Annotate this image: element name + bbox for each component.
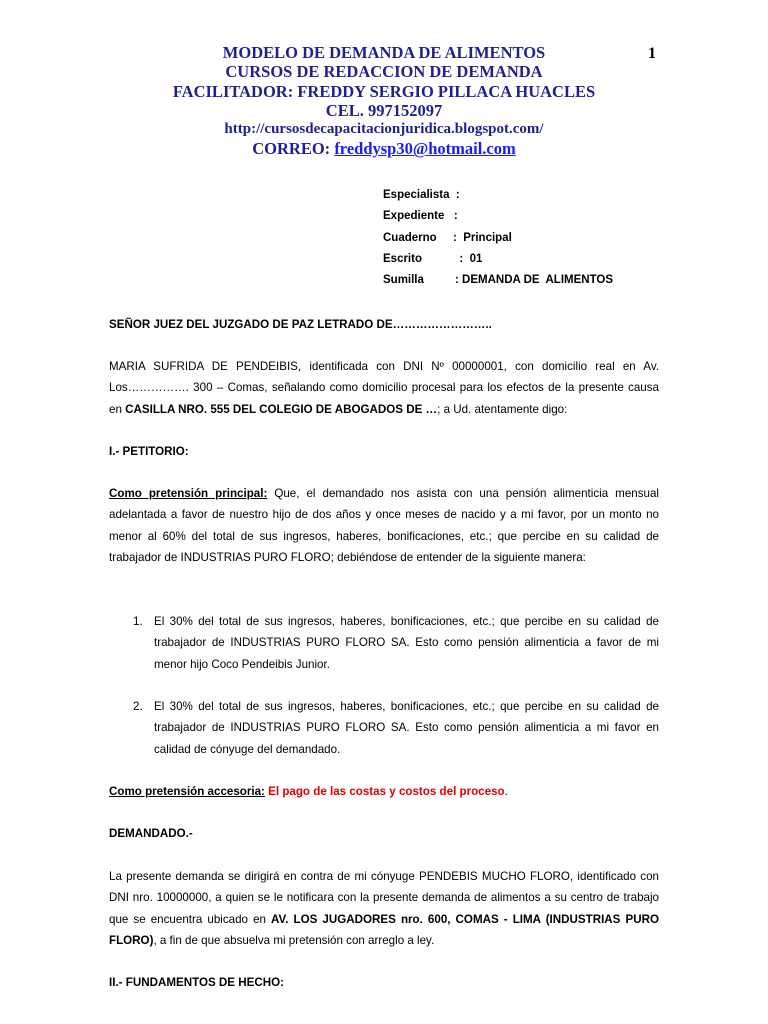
header-facilitator: FACILITADOR: FREDDY SERGIO PILLACA HUACLES	[172, 81, 596, 101]
list-item-2-number: 2.	[133, 700, 143, 713]
accesoria-text: El pago de las costas y costos del proceso	[264, 785, 505, 798]
list-item-1-number: 1.	[133, 615, 143, 628]
section-petitorio: I.- PETITORIO:	[109, 445, 189, 458]
addressee: SEÑOR JUEZ DEL JUZGADO DE PAZ LETRADO DE……………………..	[109, 318, 492, 331]
demandado-text-2: , a fin de que absuelva mi pretensión con arreglo a ley.	[153, 933, 435, 947]
demandado-paragraph	[109, 866, 659, 951]
header-email-line	[0, 139, 768, 158]
principal-paragraph	[109, 483, 659, 568]
intro-text-2: ; a Ud. atentamente digo:	[437, 402, 568, 416]
list-item-2	[133, 696, 659, 760]
correo-label: CORREO:	[252, 139, 335, 159]
meta-escrito-label: Escrito	[383, 252, 422, 265]
meta-sumilla-value: : DEMANDA DE ALIMENTOS	[455, 274, 614, 287]
meta-sumilla	[383, 270, 613, 291]
intro-text-1: MARIA SUFRIDA DE PENDEIBIS, identificada con DNI Nº 00000001, con domicilio real en Av. Los……………. 300 – Comas, señalando como domicilio procesal para los efectos de la presente causa en	[109, 360, 659, 416]
principal-text: Que, el demandado nos asista con una pensión alimenticia mensual adelantada a favor de nuestro hijo de dos años y once meses de nacido y a mi favor, por un monto no menor al 60% del total de sus ingresos, haberes, bonificaciones, etc.; que percibe en su calidad de trabajador de INDUSTRIAS PURO FLORO; debiéndose de entender de la siguiente manera:	[109, 487, 659, 564]
header-title: MODELO DE DEMANDA DE ALIMENTOS	[222, 43, 546, 62]
header-phone: CEL. 997152097	[325, 100, 443, 120]
list-item-1	[133, 611, 659, 675]
list-item-2-text: El 30% del total de sus ingresos, haberes, bonificaciones, etc.; que percibe en su calidad de trabajador de INDUSTRIAS PURO FLORO SA. Esto como pensión alimenticia a mi favor en calidad de cónyuge del demandado.	[154, 700, 659, 756]
intro-casilla: CASILLA NRO. 555 DEL COLEGIO DE ABOGADOS DE …	[125, 402, 438, 416]
meta-cuaderno-value: : Principal	[453, 231, 512, 244]
demandado-address: AV. LOS JUGADORES nro. 600, COMAS - LIMA (INDUSTRIAS PURO FLORO)	[109, 912, 659, 947]
meta-especialista: Especialista :	[383, 189, 460, 201]
intro-paragraph	[109, 356, 659, 420]
header-url: http://cursosdecapacitacionjuridica.blogspot.com/	[224, 121, 544, 138]
list-item-1-text: El 30% del total de sus ingresos, haberes, bonificaciones, etc.; que percibe en su calidad de trabajador de INDUSTRIAS PURO FLORO SA. Esto como pensión alimenticia a favor de mi menor hijo Coco Pendeibis Junior.	[154, 615, 659, 671]
meta-cuaderno	[383, 228, 613, 249]
meta-expediente: Expediente :	[383, 210, 458, 223]
meta-sumilla-label: Sumilla	[383, 274, 424, 287]
section-fundamentos: II.- FUNDAMENTOS DE HECHO:	[109, 976, 284, 989]
email-link[interactable]: freddysp30@hotmail.com	[334, 139, 516, 159]
accesoria-label: Como pretensión accesoria:	[109, 785, 265, 798]
accesoria-end: .	[504, 785, 508, 798]
page-number: 1	[648, 45, 656, 62]
principal-label: Como pretensión principal:	[109, 487, 268, 500]
meta-escrito	[383, 249, 613, 270]
header-course: CURSOS DE REDACCION DE DEMANDA	[225, 62, 543, 82]
accesoria-paragraph	[109, 781, 659, 802]
section-demandado: DEMANDADO.-	[109, 827, 193, 840]
meta-escrito-value: : 01	[453, 252, 483, 265]
case-meta-block	[383, 185, 613, 291]
demandado-text-1: La presente demanda se dirigirá en contra de mi cónyuge PENDEBIS MUCHO FLORO, identificado con DNI nro. 10000000, a quien se le notificara con la presente demanda de alimentos a su centro de trabajo que se encuentra ubicado en	[109, 870, 659, 926]
meta-cuaderno-label: Cuaderno	[383, 231, 437, 244]
